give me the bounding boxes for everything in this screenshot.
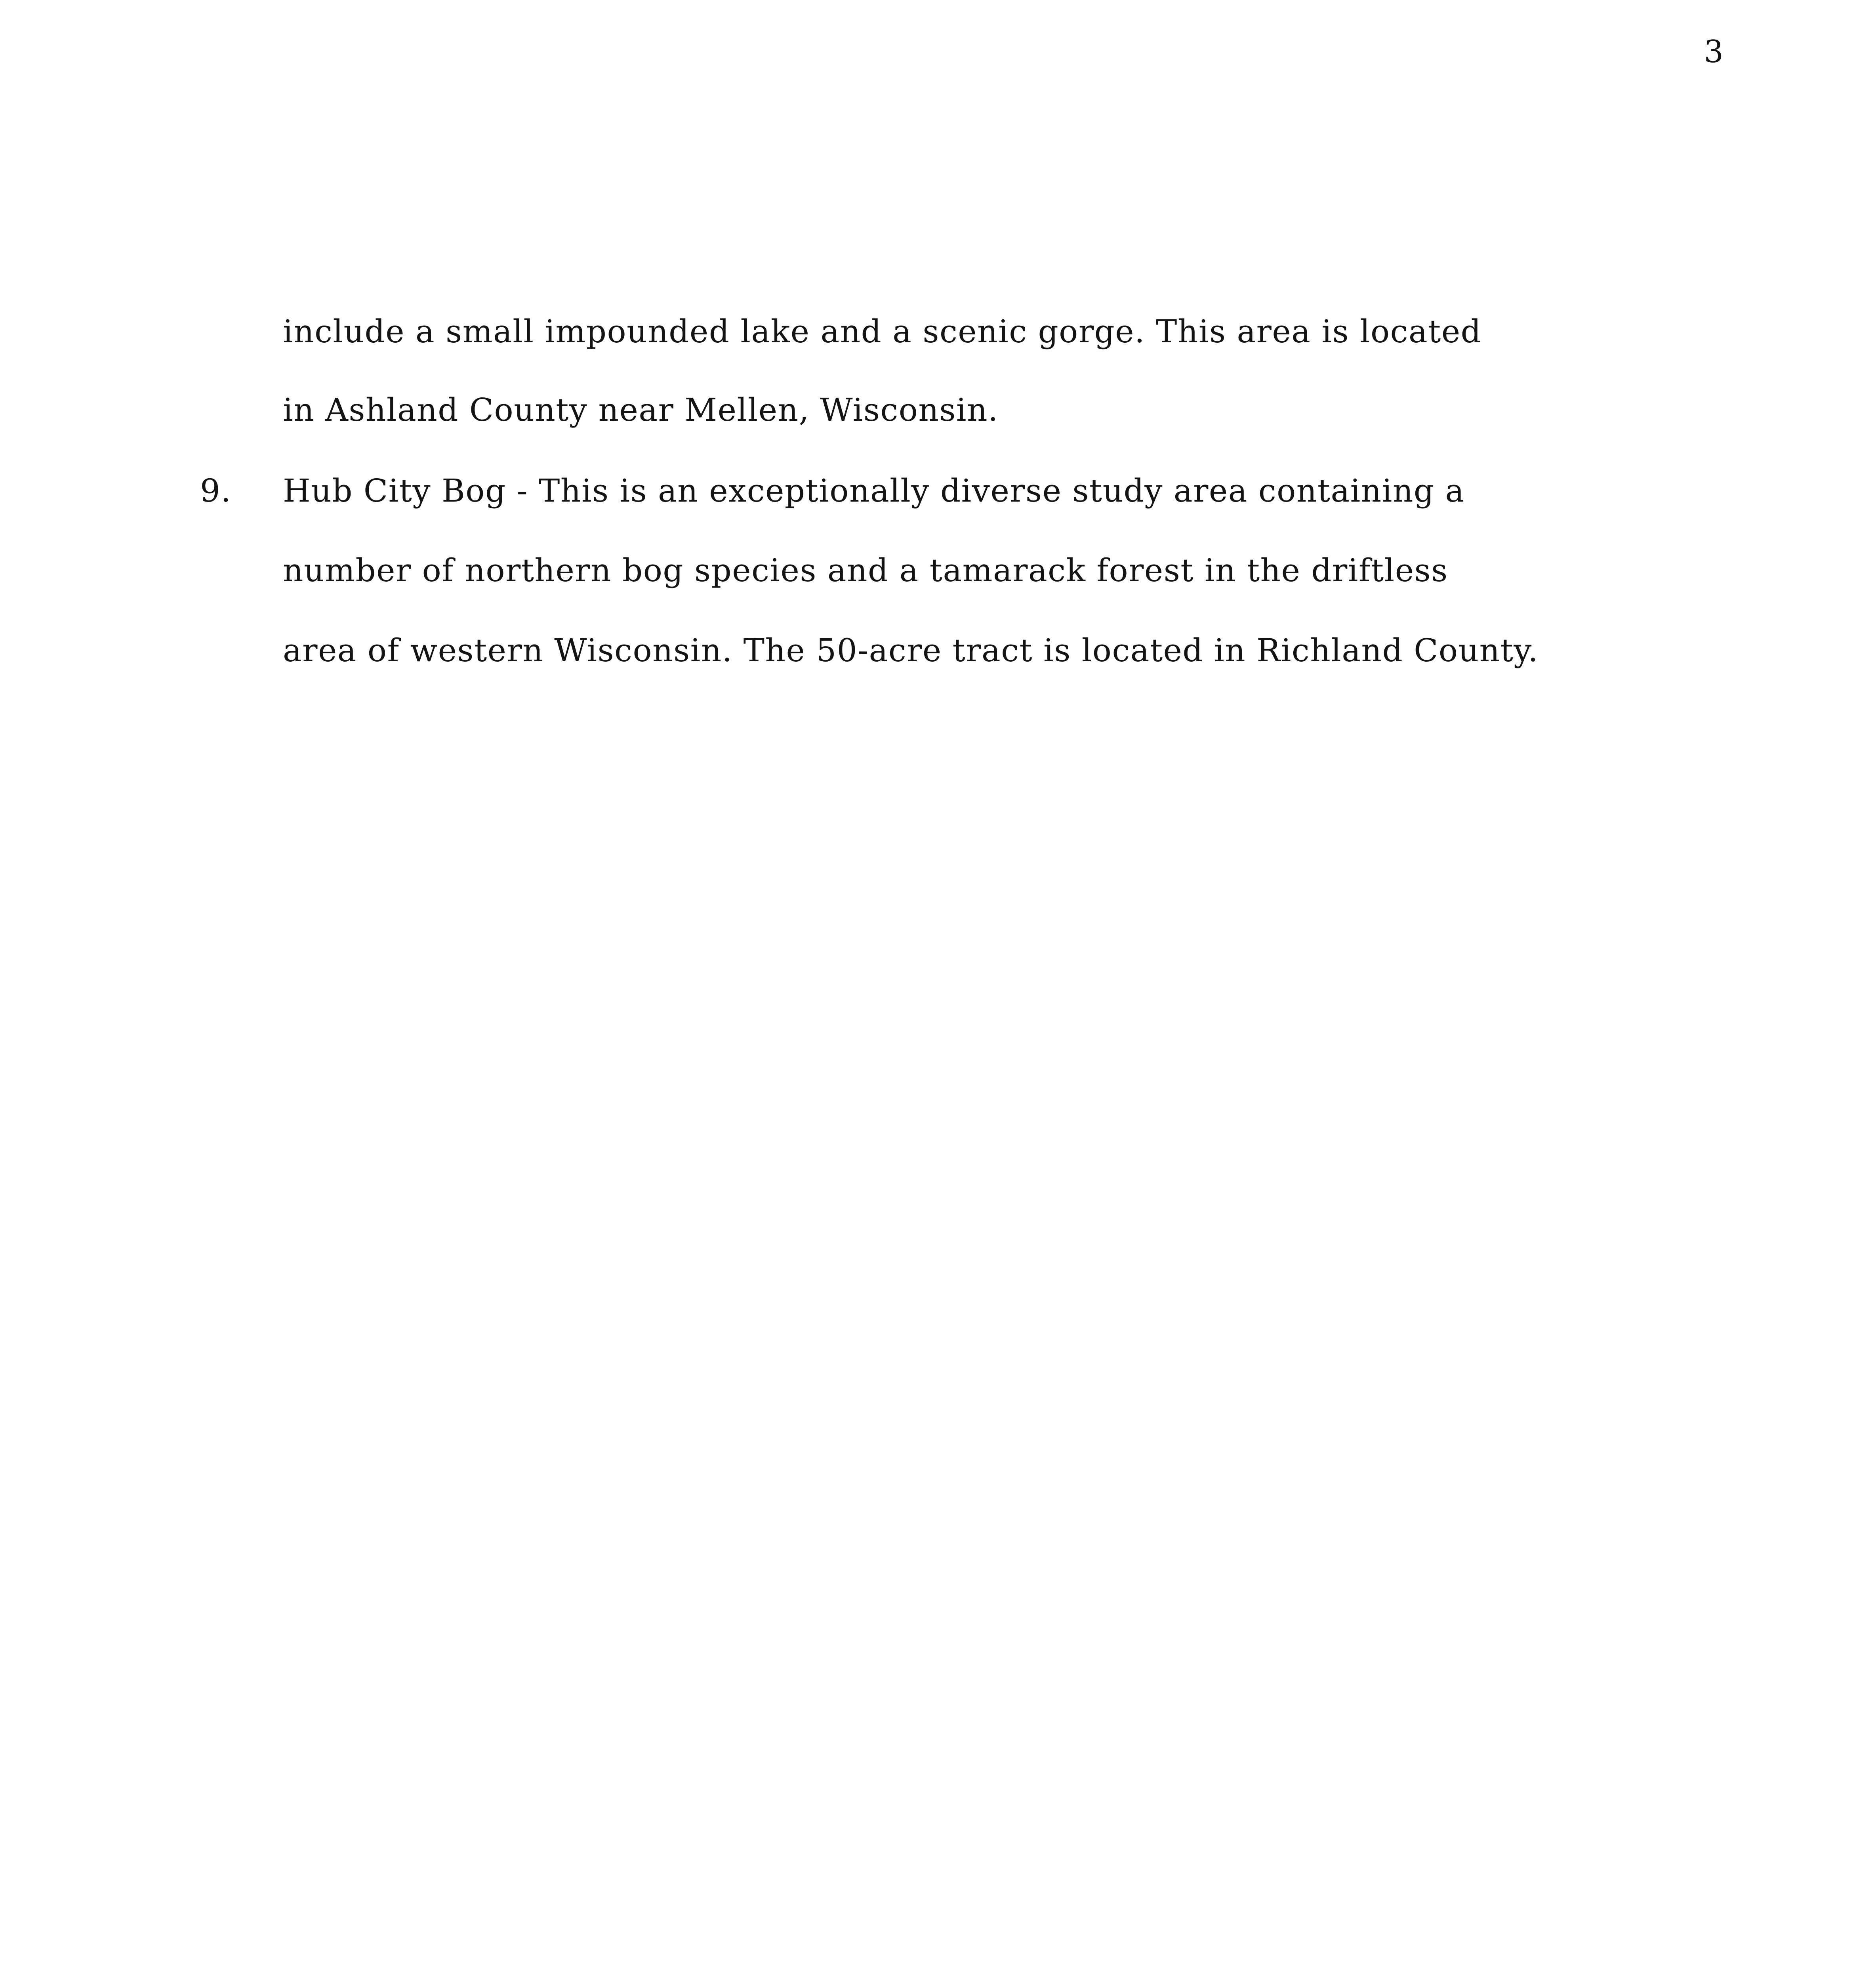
- body-text-line: in Ashland County near Mellen, Wisconsin.: [283, 391, 999, 428]
- list-item-text-line: area of western Wisconsin. The 50-acre tract is located in Richland County.: [283, 632, 1539, 669]
- list-item-text-line: Hub City Bog - This is an exceptionally diverse study area containing a: [283, 472, 1465, 509]
- page-number: 3: [1704, 34, 1723, 70]
- body-text-line: include a small impounded lake and a scenic gorge. This area is located: [283, 313, 1482, 350]
- list-item-text-line: number of northern bog species and a tamarack forest in the driftless: [283, 552, 1448, 589]
- list-item-number: 9.: [200, 472, 232, 509]
